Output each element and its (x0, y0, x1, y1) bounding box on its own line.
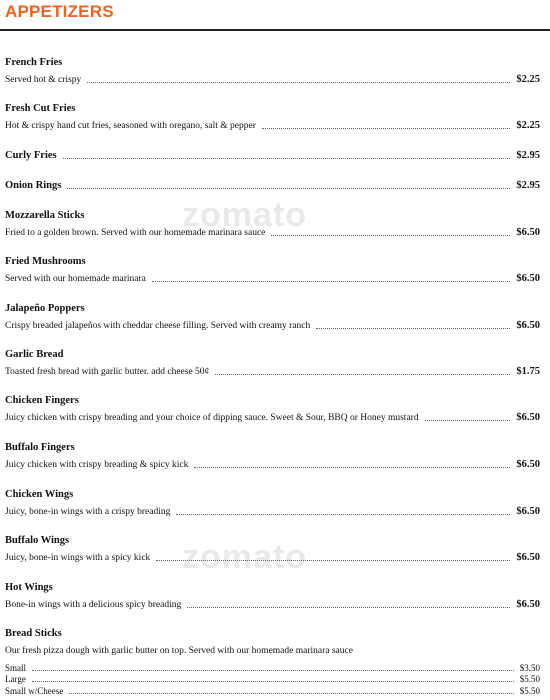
item-line (5, 150, 540, 162)
menu-item-chicken-wings (5, 489, 540, 518)
item-price: $2.25 (516, 120, 540, 131)
item-line (5, 645, 540, 657)
item-name: Buffalo Wings (5, 535, 70, 546)
item-description: Juicy chicken with crispy breading and your choice of dipping sauce. Sweet & Sour, BBQ or Honey mustard (5, 413, 419, 423)
dot-leader (425, 420, 511, 421)
item-line (5, 227, 540, 239)
menu-item-curly-fries (5, 150, 540, 162)
dot-leader (176, 514, 510, 515)
dot-leader (316, 328, 510, 329)
dot-leader (67, 188, 510, 189)
menu-item-jalapeno-poppers (5, 303, 540, 332)
item-name: Garlic Bread (5, 349, 64, 360)
item-name: Buffalo Fingers (5, 442, 75, 453)
item-price: $6.50 (516, 459, 540, 470)
item-price: $6.50 (516, 227, 540, 238)
item-description: Served with our homemade marinara (5, 274, 146, 284)
item-name: Mozzarella Sticks (5, 210, 85, 221)
size-price: $5.50 (519, 685, 540, 696)
dot-leader (69, 693, 514, 694)
menu-item-french-fries (5, 57, 540, 86)
size-row (5, 685, 540, 697)
menu-item-buffalo-fingers (5, 442, 540, 471)
dot-leader (87, 82, 510, 83)
item-price: $6.50 (516, 506, 540, 517)
item-line (5, 412, 540, 424)
dot-leader (156, 560, 510, 561)
bread-stick-sizes (5, 662, 540, 697)
dot-leader (152, 281, 511, 282)
dot-leader (63, 158, 511, 159)
item-description: Hot & crispy hand cut fries, seasoned with oregano, salt & pepper (5, 121, 256, 131)
item-price: $6.50 (516, 273, 540, 284)
item-price: $6.50 (516, 552, 540, 563)
item-line (5, 120, 540, 132)
menu-item-mozzarella-sticks (5, 210, 540, 239)
item-line (5, 506, 540, 518)
item-description: Served hot & crispy (5, 75, 82, 85)
menu-item-chicken-fingers (5, 395, 540, 424)
size-row (5, 674, 540, 686)
item-description: Fried to a golden brown. Served with our homemade marinara sauce (5, 228, 266, 238)
item-line (5, 599, 540, 611)
menu-item-buffalo-wings (5, 535, 540, 564)
dot-leader (215, 374, 510, 375)
item-price: $6.50 (516, 412, 540, 423)
item-name: Curly Fries (5, 150, 57, 161)
dot-leader (271, 235, 510, 236)
menu-item-bread-sticks (5, 628, 540, 657)
item-description: Our fresh pizza dough with garlic butter on top. Served with our homemade marinara sauce (5, 646, 353, 656)
item-name: Fried Mushrooms (5, 256, 86, 267)
item-line (5, 320, 540, 332)
dot-leader (32, 670, 514, 671)
size-label: Large (5, 674, 26, 684)
watermark: zomato (182, 196, 307, 234)
item-description: Bone-in wings with a delicious spicy breading (5, 600, 182, 610)
item-name: Chicken Fingers (5, 395, 79, 406)
title-divider (0, 29, 550, 31)
item-price: $1.75 (516, 366, 540, 377)
menu-item-fried-mushrooms (5, 256, 540, 285)
menu-item-onion-rings (5, 180, 540, 192)
size-price: $3.50 (519, 662, 540, 673)
item-price: $2.25 (516, 74, 540, 85)
item-description: Juicy, bone-in wings with a crispy breading (5, 507, 171, 517)
menu-item-hot-wings (5, 582, 540, 611)
size-row (5, 662, 540, 674)
page-title: APPETIZERS (5, 2, 114, 21)
item-price: $6.50 (516, 599, 540, 610)
item-price: $2.95 (516, 180, 540, 191)
item-line (5, 552, 540, 564)
item-name: Onion Rings (5, 180, 62, 191)
item-line (5, 273, 540, 285)
item-name: Hot Wings (5, 582, 53, 593)
item-line (5, 459, 540, 471)
dot-leader (262, 128, 510, 129)
size-label: Small (5, 662, 27, 673)
item-price: $6.50 (516, 320, 540, 331)
size-label: Small w/Cheese (5, 685, 64, 696)
item-description: Toasted fresh bread with garlic butter. add cheese 50¢ (5, 367, 210, 377)
item-line (5, 180, 540, 192)
size-price: $5.50 (519, 674, 540, 684)
item-name: Bread Sticks (5, 628, 62, 639)
dot-leader (32, 681, 514, 682)
item-line (5, 74, 540, 86)
item-description: Crispy breaded jalapeños with cheddar cheese filling. Served with creamy ranch (5, 321, 311, 331)
item-price: $2.95 (516, 150, 540, 161)
watermark: zomato (182, 538, 307, 576)
item-name: Chicken Wings (5, 489, 74, 500)
menu-item-garlic-bread (5, 349, 540, 378)
dot-leader (194, 467, 510, 468)
item-name: Fresh Cut Fries (5, 103, 76, 114)
menu-item-fresh-cut-fries (5, 103, 540, 132)
item-line (5, 366, 540, 378)
dot-leader (187, 607, 510, 608)
item-description: Juicy chicken with crispy breading & spicy kick (5, 460, 189, 470)
item-name: French Fries (5, 57, 63, 68)
item-name: Jalapeño Poppers (5, 303, 85, 314)
item-description: Juicy, bone-in wings with a spicy kick (5, 553, 151, 563)
